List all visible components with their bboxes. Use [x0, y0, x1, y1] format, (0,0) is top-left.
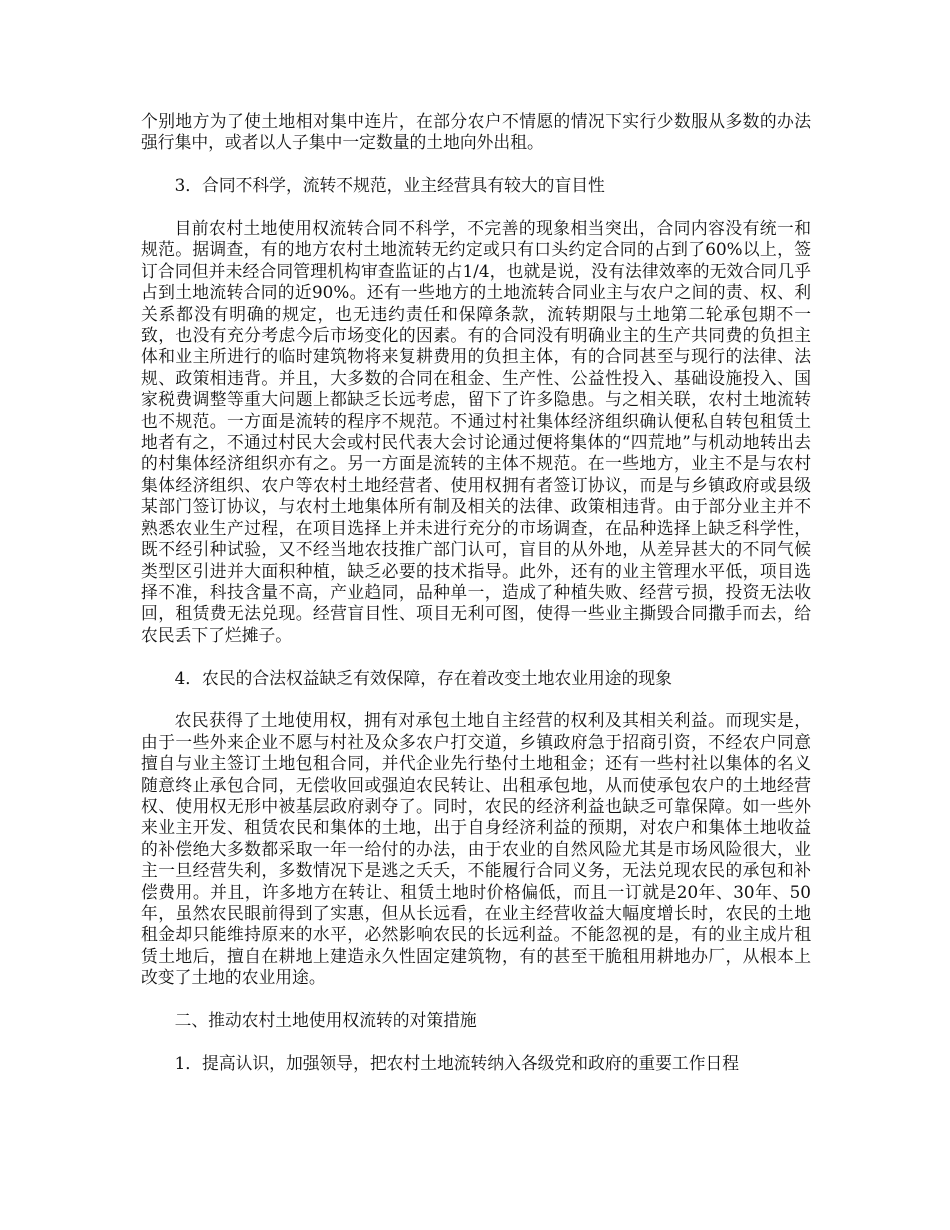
paragraph-gap — [141, 989, 811, 1010]
paragraph-gap — [141, 689, 811, 710]
paragraph-gap — [141, 646, 811, 667]
body-paragraph: 目前农村土地使用权流转合同不科学，不完善的现象相当突出，合同内容没有统一和规范。据调查，有的地方农村土地流转无约定或只有口头约定合同的占到了60%以上，签订合同但并未经合同管理机构审查监证的占1/4，也就是说，没有法律效率的无效合同几乎占到土地流转合同的近90%。还有一些地方的土地流转合同业主与农户之间的责、权、利关系都没有明确的规定，也无违约责任和保障条款，流转期限与土地第二轮承包期不一致，也没有充分考虑今后市场变化的因素。有的合同没有明确业主的生产共同费的负担主体和业主所进行的临时建筑物将来复耕费用的负担主体，有的合同甚至与现行的法律、法规、政策相违背。并且，大多数的合同在租金、生产性、公益性投入、基础设施投入、国家税费调整等重大问题上都缺乏长远考虑，留下了许多隐患。与之相关联，农村土地流转也不规范。一方面是流转的程序不规范。不通过村社集体经济组织确认便私自转包租赁土地者有之，不通过村民大会或村民代表大会讨论通过便将集体的“四荒地”与机动地转出去的村集体经济组织亦有之。另一方面是流转的主体不规范。在一些地方，业主不是与农村集体经济组织、农户等农村土地经营者、使用权拥有者签订协议，而是与乡镇政府或县级某部门签订协议，与农村土地集体所有制及相关的法律、政策相违背。由于部分业主并不熟悉农业生产过程，在项目选择上并未进行充分的市场调查，在品种选择上缺乏科学性，既不经引种试验，又不经当地农技推广部门认可，盲目的从外地，从差异甚大的不同气候类型区引进并大面积种植，缺乏必要的技术指导。此外，还有的业主管理水平低，项目选择不准，科技含量不高，产业趋同，品种单一，造成了种植失败、经营亏损，投资无法收回，租赁费无法兑现。经营盲目性、项目无利可图，使得一些业主撕毁合同撒手而去，给农民丢下了烂摊子。 — [141, 218, 811, 645]
chapter-heading: 二、推动农村土地使用权流转的对策措施 — [174, 1009, 477, 1030]
paragraph-gap — [141, 197, 811, 218]
body-paragraph: 农民获得了土地使用权，拥有对承包土地自主经营的权利及其相关利益。而现实是，由于一些外来企业不愿与村社及众多农户打交道，乡镇政府急于招商引资，不经农户同意擅自与业主签订土地包租合同，并代企业先行垫付土地租金；还有一些村社以集体的名义随意终止承包合同，无偿收回或强迫农民转让、出租承包地，从而使承包农户的土地经营权、使用权无形中被基层政府剥夺了。同时，农民的经济利益也缺乏可靠保障。如一些外来业主开发、租赁农民和集体的土地，出于自身经济利益的预期，对农户和集体土地收益的补偿绝大多数都采取一年一给付的办法，由于农业的自然风险尤其是市场风险很大，业主一旦经营失利，多数情况下是逃之夭夭，不能履行合同义务，无法兑现农民的承包和补偿费用。并且，许多地方在转让、租赁土地时价格偏低，而且一订就是20年、30年、50年，虽然农民眼前得到了实惠，但从长远看，在业主经营收益大幅度增长时，农民的土地租金却只能维持原来的水平，必然影响农民的长远利益。不能忽视的是，有的业主成片租赁土地后，擅自在耕地上建造永久性固定建筑物，有的甚至干脆租用耕地办厂，从根本上改变了土地的农业用途。 — [141, 710, 811, 988]
paragraph-gap — [141, 154, 811, 175]
section-heading-4: 4．农民的合法权益缺乏有效保障，存在着改变土地农业用途的现象 — [174, 667, 672, 688]
section-heading-1: 1．提高认识，加强领导，把农村土地流转纳入各级党和政府的重要工作日程 — [174, 1052, 740, 1073]
section-heading-3: 3．合同不科学，流转不规范，业主经营具有较大的盲目性 — [174, 175, 605, 196]
paragraph-gap — [141, 1031, 811, 1052]
document-page — [141, 111, 811, 1074]
body-paragraph-continued: 个别地方为了使土地相对集中连片，在部分农户不情愿的情况下实行少数服从多数的办法强行集中，或者以人子集中一定数量的土地向外出租。 — [141, 111, 811, 153]
